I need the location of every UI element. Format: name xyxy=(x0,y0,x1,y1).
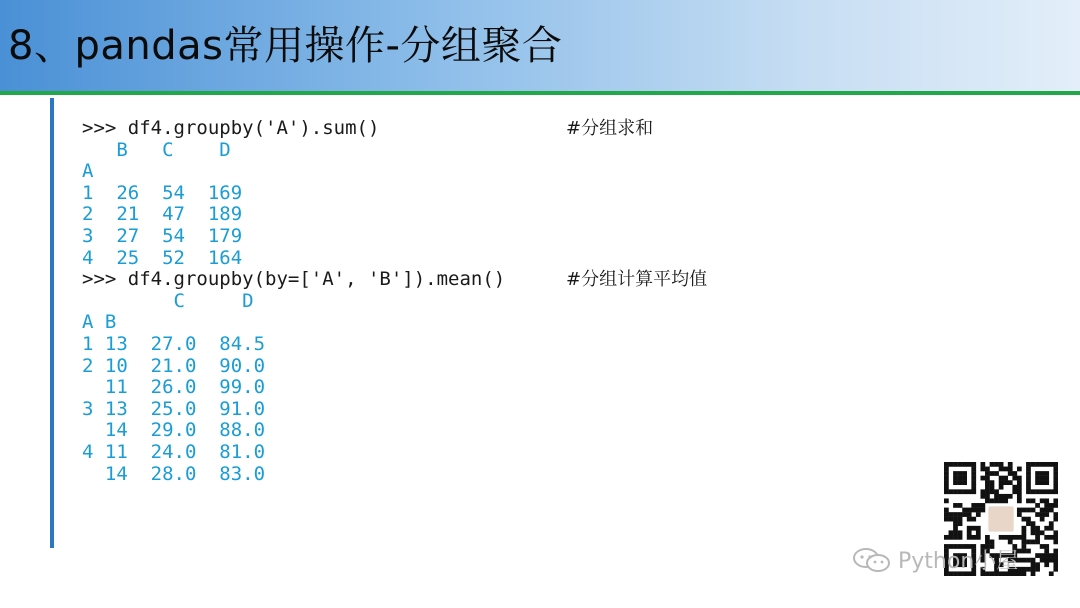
output-text: 2 21 47 189 xyxy=(82,203,243,226)
code-output-line xyxy=(82,312,505,334)
code-output-line xyxy=(82,464,505,486)
watermark xyxy=(852,544,1018,575)
output-text: 3 13 25.0 91.0 xyxy=(82,397,266,420)
code-output-line xyxy=(82,334,505,356)
code-output-line xyxy=(82,442,505,464)
code-output-line xyxy=(82,420,505,442)
output-text: A B xyxy=(82,311,117,334)
output-text: 3 27 54 179 xyxy=(82,224,243,247)
code-command-line xyxy=(82,268,708,291)
output-text: 11 26.0 99.0 xyxy=(82,376,266,399)
output-text: A xyxy=(82,160,94,183)
output-text: 2 10 21.0 90.0 xyxy=(82,354,266,377)
wechat-icon xyxy=(852,547,892,573)
code-output-line xyxy=(82,377,505,399)
code-output-line xyxy=(82,140,505,162)
output-text: 4 25 52 164 xyxy=(82,246,243,269)
output-text: 4 11 24.0 81.0 xyxy=(82,440,266,463)
code-output-line xyxy=(82,248,505,270)
code-command-line xyxy=(82,117,654,140)
code-output-line xyxy=(82,183,505,205)
code-output-line xyxy=(82,291,505,313)
command-text: >>> df4.groupby('A').sum() xyxy=(82,117,380,139)
output-text: C D xyxy=(82,289,254,312)
code-block xyxy=(82,117,708,485)
left-accent-bar xyxy=(50,98,54,548)
output-text: B C D xyxy=(82,138,231,161)
slide-header xyxy=(0,0,1080,91)
code-output-line xyxy=(82,356,505,378)
header-divider xyxy=(0,91,1080,95)
output-text: 14 29.0 88.0 xyxy=(82,419,266,442)
code-comment: #分组计算平均值 xyxy=(566,269,708,291)
code-output-line xyxy=(82,399,505,421)
code-comment: #分组求和 xyxy=(566,118,654,139)
output-text: 14 28.0 83.0 xyxy=(82,462,266,485)
watermark-text: Python小屋 xyxy=(898,549,1019,574)
code-output-line xyxy=(82,204,505,226)
command-text: >>> df4.groupby(by=['A', 'B']).mean() xyxy=(82,268,506,291)
code-output-line xyxy=(82,226,505,248)
code-output-line xyxy=(82,161,505,183)
slide-title: 8、pandas常用操作-分组聚合 xyxy=(8,23,563,69)
output-text: 1 13 27.0 84.5 xyxy=(82,332,266,355)
output-text: 1 26 54 169 xyxy=(82,181,243,204)
